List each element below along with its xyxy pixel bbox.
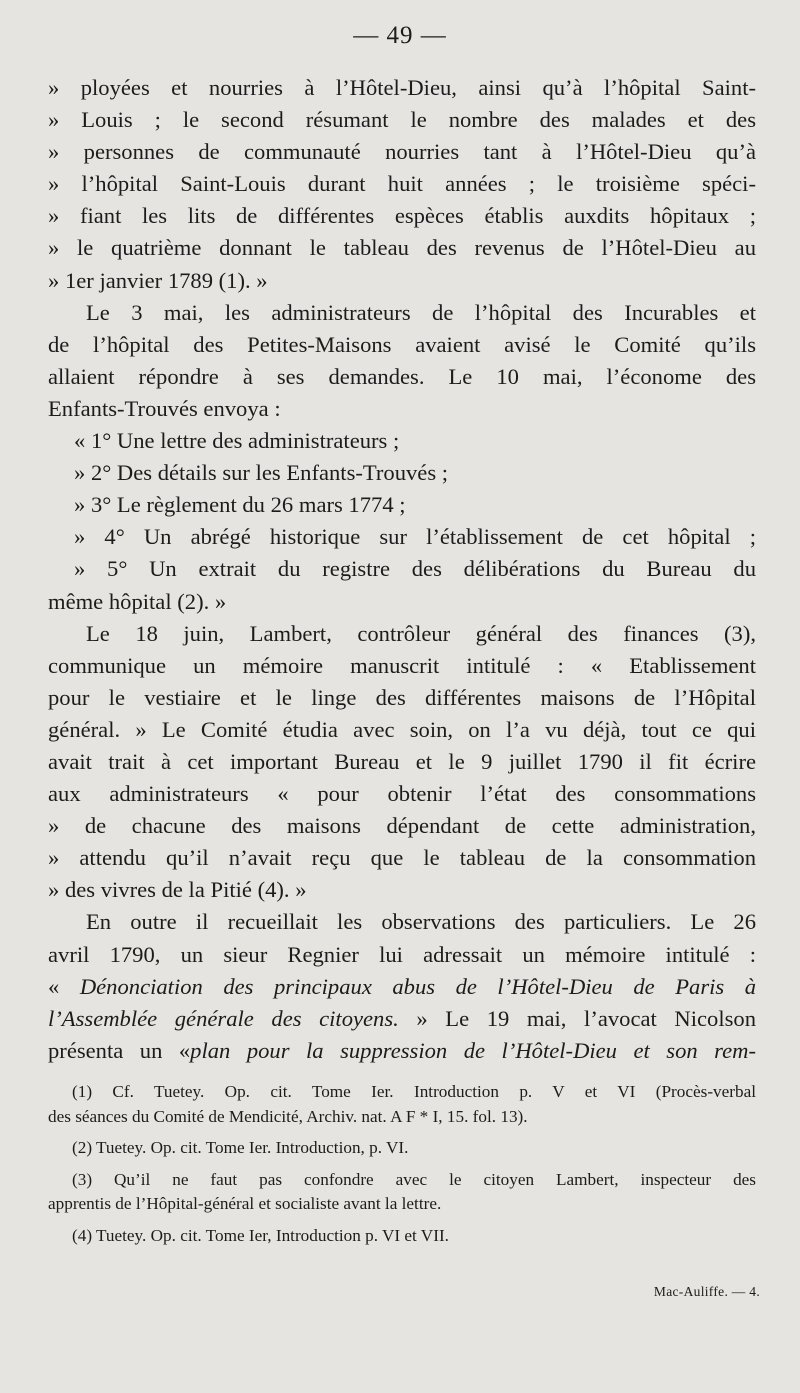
text-line: avril 1790, un sieur Regnier lui adressait un mémoire intitulé : [48,941,756,967]
text-line: » de chacune des maisons dépendant de cette administration, [48,813,756,839]
paragraph-start: Le 18 juin, Lambert, contrôleur général des finances (3), [86,620,756,646]
text-line: » personnes de communauté nourries tant à l’Hôtel-Dieu qu’à [48,139,756,165]
text-line: pour le vestiaire et le linge des différentes maisons de l’Hôpital [48,684,756,710]
footnote-1-cont: des séances du Comité de Mendicité, Archiv. nat. A F * I, 15. fol. 13). [48,1106,528,1126]
list-item: » 5° Un extrait du registre des délibérations du Bureau du [74,556,756,582]
text-line: général. » Le Comité étudia avec soin, on l’a vu déjà, tout ce qui [48,716,756,742]
footnote-3: (3) Qu’il ne faut pas confondre avec le citoyen Lambert, inspecteur des [72,1169,756,1189]
quote-open: « [48,973,80,999]
list-item: » 4° Un abrégé historique sur l’établissement de cet hôpital ; [74,524,756,550]
text-line: communique un mémoire manuscrit intitulé : « Etablissement [48,652,756,678]
footnote-1: (1) Cf. Tuetey. Op. cit. Tome Ier. Introduction p. V et VI (Procès-verbal [72,1082,756,1101]
text-line: » des vivres de la Pitié (4). » [48,877,307,903]
footnote-2: (2) Tuetey. Op. cit. Tome Ier. Introduction, p. VI. [72,1138,409,1158]
text-line: aux administrateurs « pour obtenir l’état des consommations [48,781,756,807]
text-line: » Louis ; le second résumant le nombre des malades et des [48,107,756,133]
paragraph-start: En outre il recueillait les observations des particuliers. Le 26 [86,909,756,935]
text-line: avait trait à cet important Bureau et le 9 juillet 1790 il fit écrire [48,748,756,774]
text-line: » 1er janvier 1789 (1). » [48,267,268,293]
text-line: » le quatrième donnant le tableau des revenus de l’Hôtel-Dieu au [48,235,756,261]
text-span: présenta un « [48,1037,191,1063]
text-line: » l’hôpital Saint-Louis durant huit années ; le troisième spéci- [48,171,756,197]
text-span: » Le 19 mai, l’avocat Nicolson [398,1005,756,1031]
text-line-italic [48,1035,756,1067]
footnote-3-cont: apprentis de l’Hôpital-général et socialiste avant la lettre. [48,1194,442,1214]
italic-title: Dénonciation des principaux abus de l’Hôtel-Dieu de Paris à [79,973,756,999]
text-line: même hôpital (2). » [48,588,227,614]
list-item: « 1° Une lettre des administrateurs ; [74,428,400,454]
text-line: » fiant les lits de différentes espèces établis auxdits hôpitaux ; [48,203,756,229]
list-item: » 2° Des détails sur les Enfants-Trouvés ; [74,460,449,486]
page-number: — 49 — [353,22,447,49]
paragraph-start: Le 3 mai, les administrateurs de l’hôpital des Incurables et [86,299,756,325]
footnote-4: (4) Tuetey. Op. cit. Tome Ier, Introduction p. VI et VII. [72,1225,449,1245]
text-line: allaient répondre à ses demandes. Le 10 mai, l’économe des [48,363,756,389]
italic-title: l’Assemblée générale des citoyens. [48,1005,399,1031]
text-line: » ployées et nourries à l’Hôtel-Dieu, ainsi qu’à l’hôpital Saint- [48,75,756,100]
text-line-italic [48,1003,756,1035]
text-line: » attendu qu’il n’avait reçu que le tableau de la consommation [48,845,756,871]
list-item: » 3° Le règlement du 26 mars 1774 ; [74,492,406,518]
italic-title: plan pour la suppression de l’Hôtel-Dieu et son rem- [190,1037,756,1063]
signature-mark: Mac-Auliffe. — 4. [653,1284,760,1299]
text-line-italic [48,971,756,1003]
body-text [48,72,756,1067]
text-line: de l’hôpital des Petites-Maisons avaient avisé le Comité qu’ils [48,331,756,357]
footnotes [48,1080,756,1249]
text-line: Enfants-Trouvés envoya : [48,395,281,421]
